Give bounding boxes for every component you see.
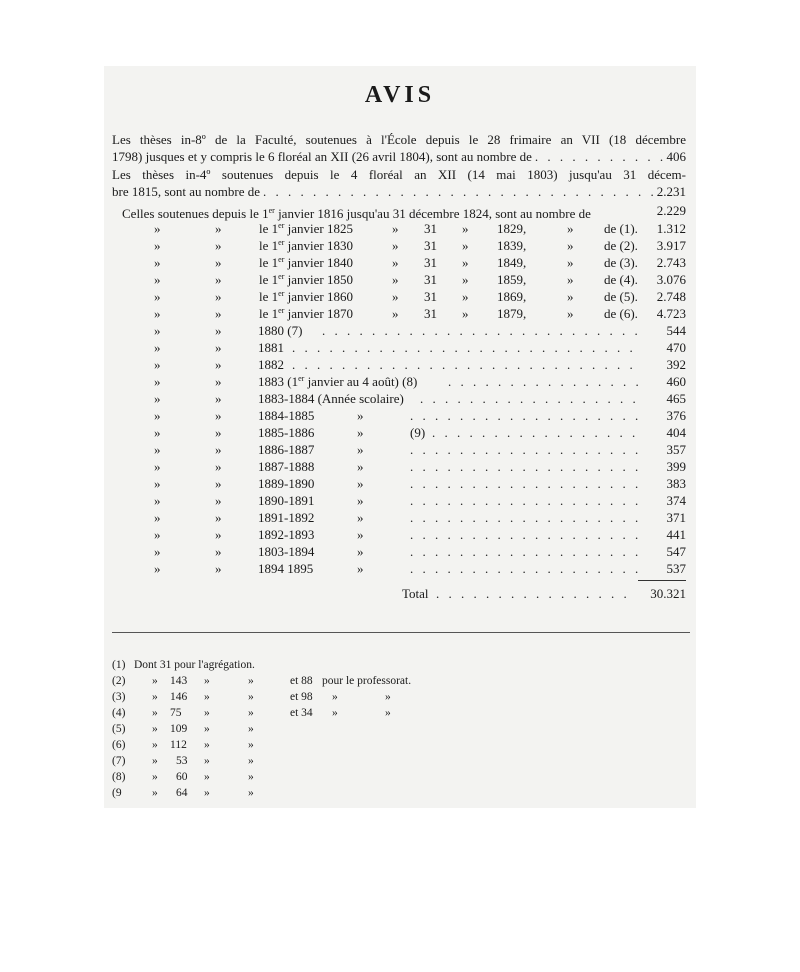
table-row <box>112 323 686 340</box>
row-label: 1881 <box>258 340 284 355</box>
ditto-mark: » <box>357 561 364 576</box>
ditto-mark: » <box>204 707 210 719</box>
ditto-mark: » <box>215 238 222 253</box>
dot-leader <box>410 510 642 526</box>
ditto-mark: » <box>357 510 364 525</box>
ditto-mark: » <box>567 306 574 321</box>
ditto-mark: » <box>392 272 399 287</box>
row-label: 1891-1892 <box>258 510 315 525</box>
ditto-mark: » <box>357 408 364 423</box>
superscript: er <box>268 206 275 215</box>
ditto-mark: » <box>154 323 161 338</box>
count-value: 404 <box>666 425 686 440</box>
dot-leader <box>292 357 642 373</box>
footnote <box>112 723 552 739</box>
intro-line: 1798) jusques et y compris le 6 floréal an XII (26 avril 1804), sont au nombre de <box>112 148 532 164</box>
count-value: 547 <box>666 544 686 559</box>
ditto-mark: » <box>154 238 161 253</box>
ditto-mark: » <box>204 739 210 751</box>
dot-leader <box>263 184 654 201</box>
footnote-count: 146 <box>170 691 188 703</box>
table-row <box>112 221 686 238</box>
ditto-mark: » <box>462 272 469 287</box>
ditto-mark: » <box>215 289 222 304</box>
table-row <box>112 238 686 255</box>
footnote-extra: et 88 <box>290 675 313 687</box>
count-value: 441 <box>666 527 686 542</box>
ditto-mark: » <box>215 374 222 389</box>
row-year: 1859, <box>497 272 527 287</box>
superscript: er <box>278 255 285 264</box>
row-date: le 1er janvier 1830 <box>259 238 353 253</box>
ditto-mark: » <box>215 255 222 270</box>
footnote-count: 75 <box>170 707 182 719</box>
ditto-mark: » <box>215 459 222 474</box>
row-label: 1880 (7) <box>258 323 303 338</box>
count-value: 2.748 <box>656 289 686 304</box>
footnote <box>112 771 552 787</box>
row-note: de (3). <box>604 255 638 270</box>
table-row <box>112 527 686 544</box>
count-value: 2.229 <box>656 203 686 218</box>
ditto-mark: » <box>215 510 222 525</box>
footnote-count: 60 <box>176 771 188 783</box>
count-value: 460 <box>666 374 686 389</box>
row-label: 1882 <box>258 357 284 372</box>
ditto-mark: » <box>154 527 161 542</box>
ditto-mark: » <box>392 306 399 321</box>
row-day: 31 <box>424 289 437 304</box>
row-date: le 1er janvier 1850 <box>259 272 353 287</box>
row-label: 1883 (1er janvier au 4 août) (8) <box>258 374 418 389</box>
row-day: 31 <box>424 255 437 270</box>
row-note: de (4). <box>604 272 638 287</box>
row-note: (9) <box>410 425 426 440</box>
count-value: 1.312 <box>656 221 686 236</box>
ditto-mark: » <box>215 357 222 372</box>
table-row <box>112 357 686 374</box>
ditto-mark: » <box>154 340 161 355</box>
row-year: 1879, <box>497 306 527 321</box>
row-label: 1887-1888 <box>258 459 315 474</box>
footnote <box>112 659 552 675</box>
ditto-mark: » <box>154 476 161 491</box>
footnote-text: Dont 31 pour l'agrégation. <box>134 659 255 671</box>
dot-leader <box>432 425 642 441</box>
intro-line: bre 1815, sont au nombre de <box>112 183 261 199</box>
row-label: 1892-1893 <box>258 527 315 542</box>
count-value: 4.723 <box>656 306 686 321</box>
row-day: 31 <box>424 272 437 287</box>
intro-paragraph-2 <box>112 167 686 201</box>
ditto-mark: » <box>204 755 210 767</box>
row-note: de (5). <box>604 289 638 304</box>
footnote-number: (3) <box>112 691 126 703</box>
ditto-mark: » <box>204 691 210 703</box>
row-note: de (1). <box>604 221 638 236</box>
footnote-number: (2) <box>112 675 126 687</box>
ditto-mark: » <box>152 691 158 703</box>
row-date: le 1er janvier 1860 <box>259 289 353 304</box>
row-label: 1894 1895 <box>258 561 314 576</box>
ditto-mark: » <box>215 306 222 321</box>
ditto-mark: » <box>154 391 161 406</box>
ditto-mark: » <box>154 255 161 270</box>
superscript: er <box>278 272 285 281</box>
count-value: 465 <box>666 391 686 406</box>
ditto-mark: » <box>215 561 222 576</box>
ditto-mark: » <box>154 459 161 474</box>
ditto-mark: » <box>462 255 469 270</box>
footnote-number: (7) <box>112 755 126 767</box>
ditto-mark: » <box>357 476 364 491</box>
row-label: 1886-1887 <box>258 442 315 457</box>
total-value: 30.321 <box>650 586 686 601</box>
ditto-mark: » <box>154 425 161 440</box>
table-row <box>112 476 686 493</box>
ditto-mark: » <box>154 493 161 508</box>
ditto-mark: » <box>154 357 161 372</box>
table-row <box>112 408 686 425</box>
count-value: 2.231 <box>656 183 686 199</box>
ditto-mark: » <box>567 238 574 253</box>
footnote-number: (5) <box>112 723 126 735</box>
count-value: 2.743 <box>656 255 686 270</box>
ditto-mark: » <box>154 374 161 389</box>
ditto-mark: » <box>154 221 161 236</box>
footnote <box>112 787 552 803</box>
ditto-mark: » <box>204 771 210 783</box>
row-label: 1883-1884 (Année scolaire) <box>258 391 404 406</box>
dot-leader <box>410 476 642 492</box>
ditto-mark: » <box>357 459 364 474</box>
footnote <box>112 755 552 771</box>
ditto-mark: » <box>357 493 364 508</box>
ditto-mark: » <box>204 723 210 735</box>
ditto-mark: » <box>154 272 161 287</box>
ditto-mark: » <box>152 771 158 783</box>
table-row <box>112 493 686 510</box>
row-date: le 1er janvier 1840 <box>259 255 353 270</box>
ditto-mark: » <box>248 739 254 751</box>
count-value: 376 <box>666 408 686 423</box>
table-row <box>112 306 686 323</box>
ditto-mark: » <box>152 739 158 751</box>
row-day: 31 <box>424 221 437 236</box>
ditto-mark: » <box>385 691 391 703</box>
count-value: 399 <box>666 459 686 474</box>
table-row <box>112 272 686 289</box>
ditto-mark: » <box>248 787 254 799</box>
count-value: 3.076 <box>656 272 686 287</box>
footnote-count: 64 <box>176 787 188 799</box>
ditto-mark: » <box>215 391 222 406</box>
ditto-mark: » <box>215 340 222 355</box>
superscript: er <box>278 306 285 315</box>
ditto-mark: » <box>215 493 222 508</box>
footnote-number: (8) <box>112 771 126 783</box>
table-row <box>112 510 686 527</box>
count-value: 371 <box>666 510 686 525</box>
row-label: 1803-1894 <box>258 544 315 559</box>
row-label: 1885-1886 <box>258 425 315 440</box>
intro-paragraph-3 <box>112 203 686 223</box>
dot-leader <box>410 544 642 560</box>
table-row <box>112 544 686 561</box>
ditto-mark: » <box>357 442 364 457</box>
ditto-mark: » <box>154 442 161 457</box>
table-row <box>112 442 686 459</box>
dot-leader <box>410 459 642 475</box>
ditto-mark: » <box>462 221 469 236</box>
ditto-mark: » <box>462 289 469 304</box>
ditto-mark: » <box>357 425 364 440</box>
footnote-count: 143 <box>170 675 188 687</box>
footnote <box>112 691 552 707</box>
ditto-mark: » <box>152 755 158 767</box>
count-value: 406 <box>666 148 686 164</box>
ditto-mark: » <box>154 289 161 304</box>
ditto-mark: » <box>248 675 254 687</box>
ditto-mark: » <box>567 221 574 236</box>
intro-line: Les thèses in-4º soutenues depuis le 4 floréal an XII (14 mai 1803) jusqu'au 31 décem- <box>112 167 686 182</box>
footnote-number: (9 <box>112 787 122 799</box>
footnote-extra: et 34 <box>290 707 313 719</box>
ditto-mark: » <box>567 289 574 304</box>
intro-paragraph-1 <box>112 132 686 166</box>
ditto-mark: » <box>215 408 222 423</box>
dot-leader <box>420 391 642 407</box>
ditto-mark: » <box>248 755 254 767</box>
footnote-count: 53 <box>176 755 188 767</box>
ditto-mark: » <box>154 306 161 321</box>
ditto-mark: » <box>152 707 158 719</box>
dot-leader <box>410 408 642 424</box>
dot-leader <box>410 442 642 458</box>
dot-leader <box>535 149 664 166</box>
ditto-mark: » <box>215 272 222 287</box>
count-value: 392 <box>666 357 686 372</box>
row-date: le 1er janvier 1870 <box>259 306 353 321</box>
ditto-mark: » <box>154 544 161 559</box>
count-value: 383 <box>666 476 686 491</box>
ditto-mark: » <box>357 527 364 542</box>
ditto-mark: » <box>204 675 210 687</box>
table-row <box>112 289 686 306</box>
table-row <box>112 459 686 476</box>
dot-leader <box>436 586 636 602</box>
count-value: 470 <box>666 340 686 355</box>
footnote-number: (6) <box>112 739 126 751</box>
table-row <box>112 561 686 578</box>
ditto-mark: » <box>152 723 158 735</box>
count-value: 374 <box>666 493 686 508</box>
dot-leader <box>322 323 642 339</box>
row-year: 1829, <box>497 221 527 236</box>
page-title: AVIS <box>364 82 436 108</box>
ditto-mark: » <box>248 691 254 703</box>
ditto-mark: » <box>215 476 222 491</box>
footnote-extra: et 98 <box>290 691 313 703</box>
total-label: Total <box>402 586 429 601</box>
table-row <box>112 340 686 357</box>
row-year: 1869, <box>497 289 527 304</box>
ditto-mark: » <box>154 561 161 576</box>
intro-line: Les thèses in-8º de la Faculté, soutenues à l'École depuis le 28 frimaire an VII (18 décembre <box>112 132 686 147</box>
footnote-count: 109 <box>170 723 188 735</box>
footnote <box>112 675 552 691</box>
ditto-mark: » <box>248 707 254 719</box>
ditto-mark: » <box>392 289 399 304</box>
row-label: 1889-1890 <box>258 476 315 491</box>
superscript: er <box>278 221 285 230</box>
dot-leader <box>410 527 642 543</box>
ditto-mark: » <box>154 510 161 525</box>
count-value: 3.917 <box>656 238 686 253</box>
ditto-mark: » <box>462 306 469 321</box>
ditto-mark: » <box>392 238 399 253</box>
ditto-mark: » <box>332 691 338 703</box>
ditto-mark: » <box>215 442 222 457</box>
ditto-mark: » <box>215 221 222 236</box>
dot-leader <box>410 493 642 509</box>
footnote-text: pour le professorat. <box>322 675 412 687</box>
count-value: 357 <box>666 442 686 457</box>
superscript: er <box>278 289 285 298</box>
ditto-mark: » <box>567 255 574 270</box>
intro-line: Celles soutenues depuis le 1er janvier 1816 jusqu'au 31 décembre 1824, sont au nombre de <box>122 206 591 221</box>
superscript: er <box>298 374 305 383</box>
footnote-separator <box>112 632 690 633</box>
footnote-number: (4) <box>112 707 126 719</box>
footnote-count: 112 <box>170 739 187 751</box>
table-row <box>112 425 686 442</box>
row-label: 1890-1891 <box>258 493 315 508</box>
footnote <box>112 707 552 723</box>
row-day: 31 <box>424 238 437 253</box>
ditto-mark: » <box>567 272 574 287</box>
row-day: 31 <box>424 306 437 321</box>
count-value: 537 <box>666 561 686 576</box>
count-value: 544 <box>666 323 686 338</box>
row-year: 1849, <box>497 255 527 270</box>
ditto-mark: » <box>152 675 158 687</box>
ditto-mark: » <box>332 707 338 719</box>
row-note: de (2). <box>604 238 638 253</box>
table-row <box>112 374 686 391</box>
ditto-mark: » <box>215 425 222 440</box>
table-row <box>112 391 686 408</box>
dot-leader <box>292 340 642 356</box>
superscript: er <box>278 238 285 247</box>
ditto-mark: » <box>357 544 364 559</box>
row-date: le 1er janvier 1825 <box>259 221 353 236</box>
ditto-mark: » <box>462 238 469 253</box>
table-row <box>112 255 686 272</box>
dot-leader <box>410 561 642 577</box>
ditto-mark: » <box>204 787 210 799</box>
ditto-mark: » <box>154 408 161 423</box>
row-note: de (6). <box>604 306 638 321</box>
total-rule <box>638 580 686 581</box>
row-label: 1884-1885 <box>258 408 315 423</box>
total-row <box>112 586 686 603</box>
ditto-mark: » <box>215 544 222 559</box>
footnote-number: (1) <box>112 659 126 671</box>
row-year: 1839, <box>497 238 527 253</box>
ditto-mark: » <box>215 527 222 542</box>
ditto-mark: » <box>152 787 158 799</box>
ditto-mark: » <box>385 707 391 719</box>
footnote <box>112 739 552 755</box>
ditto-mark: » <box>248 771 254 783</box>
ditto-mark: » <box>215 323 222 338</box>
ditto-mark: » <box>392 255 399 270</box>
ditto-mark: » <box>248 723 254 735</box>
dot-leader <box>448 374 642 390</box>
ditto-mark: » <box>392 221 399 236</box>
